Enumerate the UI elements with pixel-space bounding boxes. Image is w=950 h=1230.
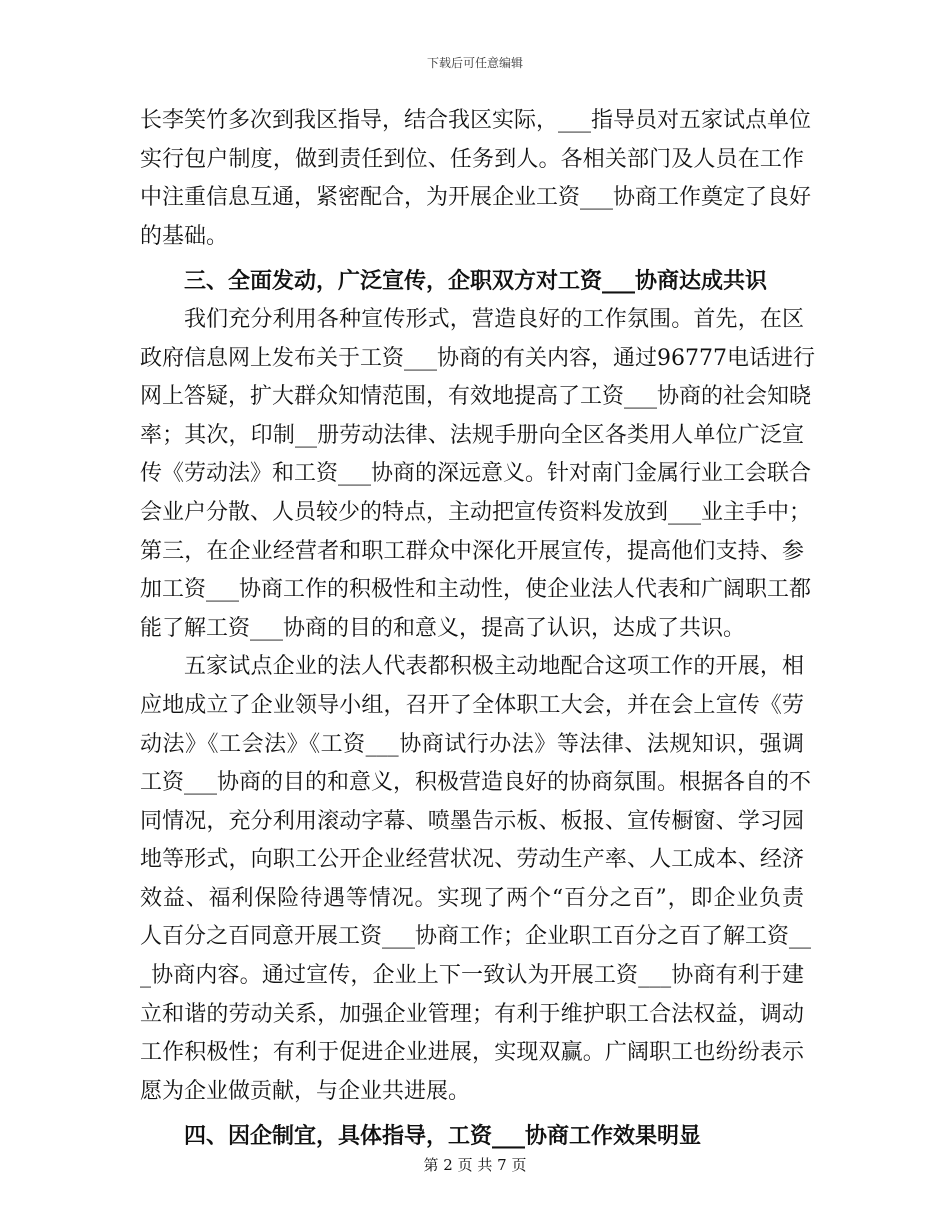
page-footer: 第 2 页 共 7 页 bbox=[423, 1156, 527, 1174]
text-line: 效益、福利保险待遇等情况。实现了两个“百分之百”，即企业负责 bbox=[140, 885, 804, 911]
text-line: 人百分之百同意开展工资___协商工作；企业职工百分之百了解工资__ bbox=[140, 924, 812, 950]
text-line: 立和谐的劳动关系，加强企业管理；有利于维护职工合法权益，调动 bbox=[140, 1001, 804, 1027]
text-line: 工作积极性；有利于促进企业进展，实现双赢。广阔职工也纷纷表示 bbox=[140, 1040, 804, 1066]
text-line: 五家试点企业的法人代表都积极主动地配合这项工作的开展，相 bbox=[184, 654, 804, 680]
header-note: 下载后可任意编辑 bbox=[426, 56, 523, 70]
text-line: 我们充分利用各种宣传形式，营造良好的工作氛围。首先，在区 bbox=[184, 306, 804, 332]
text-line: 同情况，充分利用滚动字幕、喷墨告示板、板报、宣传橱窗、学习园 bbox=[140, 808, 804, 834]
text-line: 动法》《工会法》《工资___协商试行办法》等法律、法规知识，强调 bbox=[140, 731, 804, 757]
text-line: 工资___协商的目的和意义，积极营造良好的协商氛围。根据各自的不 bbox=[140, 770, 812, 796]
text-line: _协商内容。通过宣传，企业上下一致认为开展工资___协商有利于建 bbox=[140, 963, 804, 989]
text-line: 第三，在企业经营者和职工群众中深化开展宣传，提高他们支持、参 bbox=[140, 538, 804, 564]
section-heading: 三、全面发动，广泛宣传，企职双方对工资___协商达成共识 bbox=[184, 268, 768, 295]
text-line: 率；其次，印制__册劳动法律、法规手册向全区各类用人单位广泛宣 bbox=[140, 422, 804, 448]
text-line: 加工资___协商工作的积极性和主动性，使企业法人代表和广阔职工都 bbox=[140, 577, 812, 603]
text-line: 实行包户制度，做到责任到位、任务到人。各相关部门及人员在工作 bbox=[140, 146, 804, 172]
text-line: 传《劳动法》和工资___协商的深远意义。针对南门金属行业工会联合 bbox=[140, 461, 812, 487]
text-line: 愿为企业做贡献，与企业共进展。 bbox=[140, 1078, 471, 1104]
text-line: 的基础。 bbox=[140, 223, 229, 249]
section-heading: 四、因企制宜，具体指导，工资___协商工作效果明显 bbox=[184, 1123, 702, 1150]
text-line: 会业户分散、人员较少的特点，主动把宣传资料发放到___业主手中； bbox=[140, 499, 812, 525]
text-line: 政府信息网上发布关于工资___协商的有关内容，通过96777电话进行 bbox=[140, 345, 815, 371]
text-line: 地等形式，向职工公开企业经营状况、劳动生产率、人工成本、经济 bbox=[140, 847, 804, 873]
text-line: 能了解工资___协商的目的和意义，提高了认识，达成了共识。 bbox=[140, 615, 746, 641]
text-line: 长李笑竹多次到我区指导，结合我区实际，___指导员对五家试点单位 bbox=[140, 108, 812, 133]
text-line: 应地成立了企业领导小组，召开了全体职工大会，并在会上宣传《劳 bbox=[140, 692, 804, 718]
text-line: 网上答疑，扩大群众知情范围，有效地提高了工资___协商的社会知晓 bbox=[140, 384, 812, 410]
text-line: 中注重信息互通，紧密配合，为开展企业工资___协商工作奠定了良好 bbox=[140, 185, 812, 211]
document-body bbox=[140, 102, 815, 1156]
